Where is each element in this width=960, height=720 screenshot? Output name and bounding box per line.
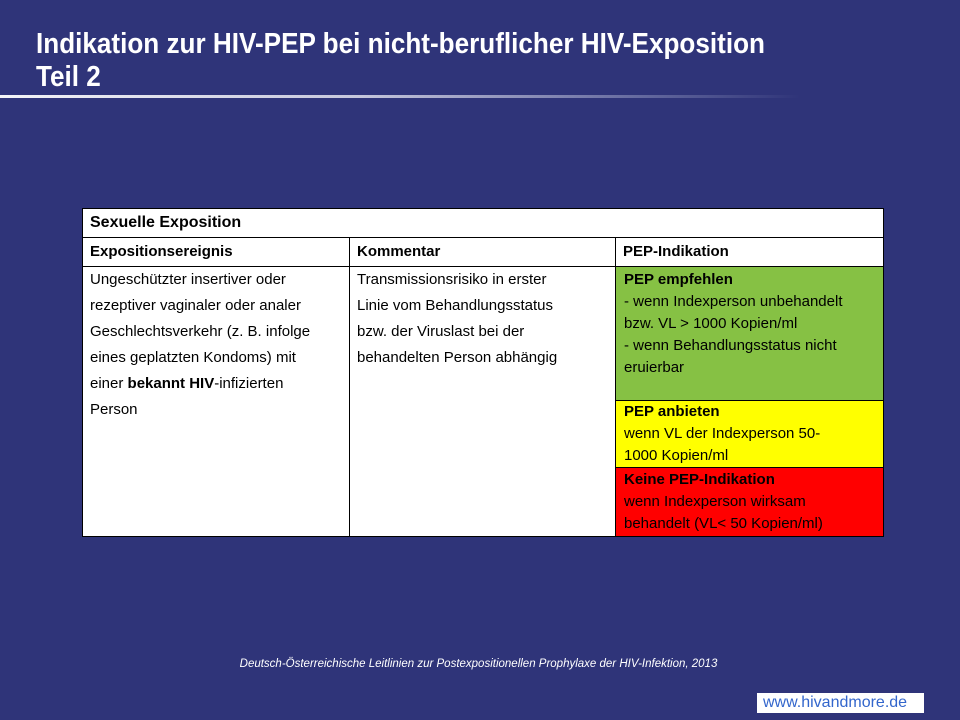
indication-line: - wenn Indexperson unbehandelt bbox=[624, 293, 843, 310]
indication-none-heading: Keine PEP-Indikation bbox=[624, 471, 775, 488]
event-line-bold-text: bekannt HIV bbox=[127, 375, 215, 392]
comment-line: Linie vom Behandlungsstatus bbox=[357, 297, 553, 314]
column-header-indication: PEP-Indikation bbox=[623, 243, 729, 260]
comment-line: behandelten Person abhängig bbox=[357, 349, 558, 366]
indication-line: behandelt (VL< 50 Kopien/ml) bbox=[624, 515, 823, 532]
indication-offer bbox=[616, 401, 883, 468]
indication-none bbox=[616, 468, 883, 536]
event-description-cell bbox=[83, 267, 350, 536]
event-line: rezeptiver vaginaler oder analer bbox=[90, 297, 301, 314]
event-line-text: einer bbox=[90, 375, 128, 392]
pep-indication-table bbox=[82, 208, 884, 537]
indication-line: wenn VL der Indexperson 50- bbox=[624, 425, 821, 442]
website-link[interactable]: www.hivandmore.de bbox=[757, 693, 924, 713]
slide-title-line-2: Teil 2 bbox=[36, 61, 101, 93]
indication-line: wenn Indexperson wirksam bbox=[624, 493, 806, 510]
event-line: Geschlechtsverkehr (z. B. infolge bbox=[90, 323, 311, 340]
indication-line: - wenn Behandlungsstatus nicht bbox=[624, 337, 837, 354]
section-heading: Sexuelle Exposition bbox=[83, 209, 883, 238]
event-line-text: -infizierten bbox=[214, 375, 284, 392]
table-row bbox=[83, 267, 883, 536]
indication-cell bbox=[616, 267, 883, 536]
comment-line: Transmissionsrisiko in erster bbox=[357, 271, 547, 288]
indication-line: 1000 Kopien/ml bbox=[624, 447, 729, 464]
indication-line: bzw. VL > 1000 Kopien/ml bbox=[624, 315, 798, 332]
indication-offer-heading: PEP anbieten bbox=[624, 403, 720, 420]
column-header-row bbox=[83, 238, 883, 267]
event-line: Person bbox=[90, 401, 138, 418]
source-citation: Deutsch-Österreichische Leitlinien zur Postexpositionellen Prophylaxe der HIV-Infektion, 2013 bbox=[239, 658, 718, 670]
title-underline bbox=[0, 95, 800, 98]
slide-title bbox=[36, 28, 846, 94]
slide-title-line-1: Indikation zur HIV-PEP bei nicht-beruflicher HIV-Exposition bbox=[36, 28, 765, 60]
event-line: eines geplatzten Kondoms) mit bbox=[90, 349, 296, 366]
indication-line: eruierbar bbox=[624, 359, 685, 376]
event-line: Ungeschützter insertiver oder bbox=[90, 271, 286, 288]
comment-line: bzw. der Viruslast bei der bbox=[357, 323, 525, 340]
column-header-comment: Kommentar bbox=[350, 238, 616, 266]
column-header-event: Expositionsereignis bbox=[83, 238, 350, 266]
indication-recommend-heading: PEP empfehlen bbox=[624, 271, 733, 288]
indication-recommend bbox=[616, 267, 883, 401]
event-line bbox=[90, 371, 349, 397]
comment-cell bbox=[350, 267, 616, 536]
